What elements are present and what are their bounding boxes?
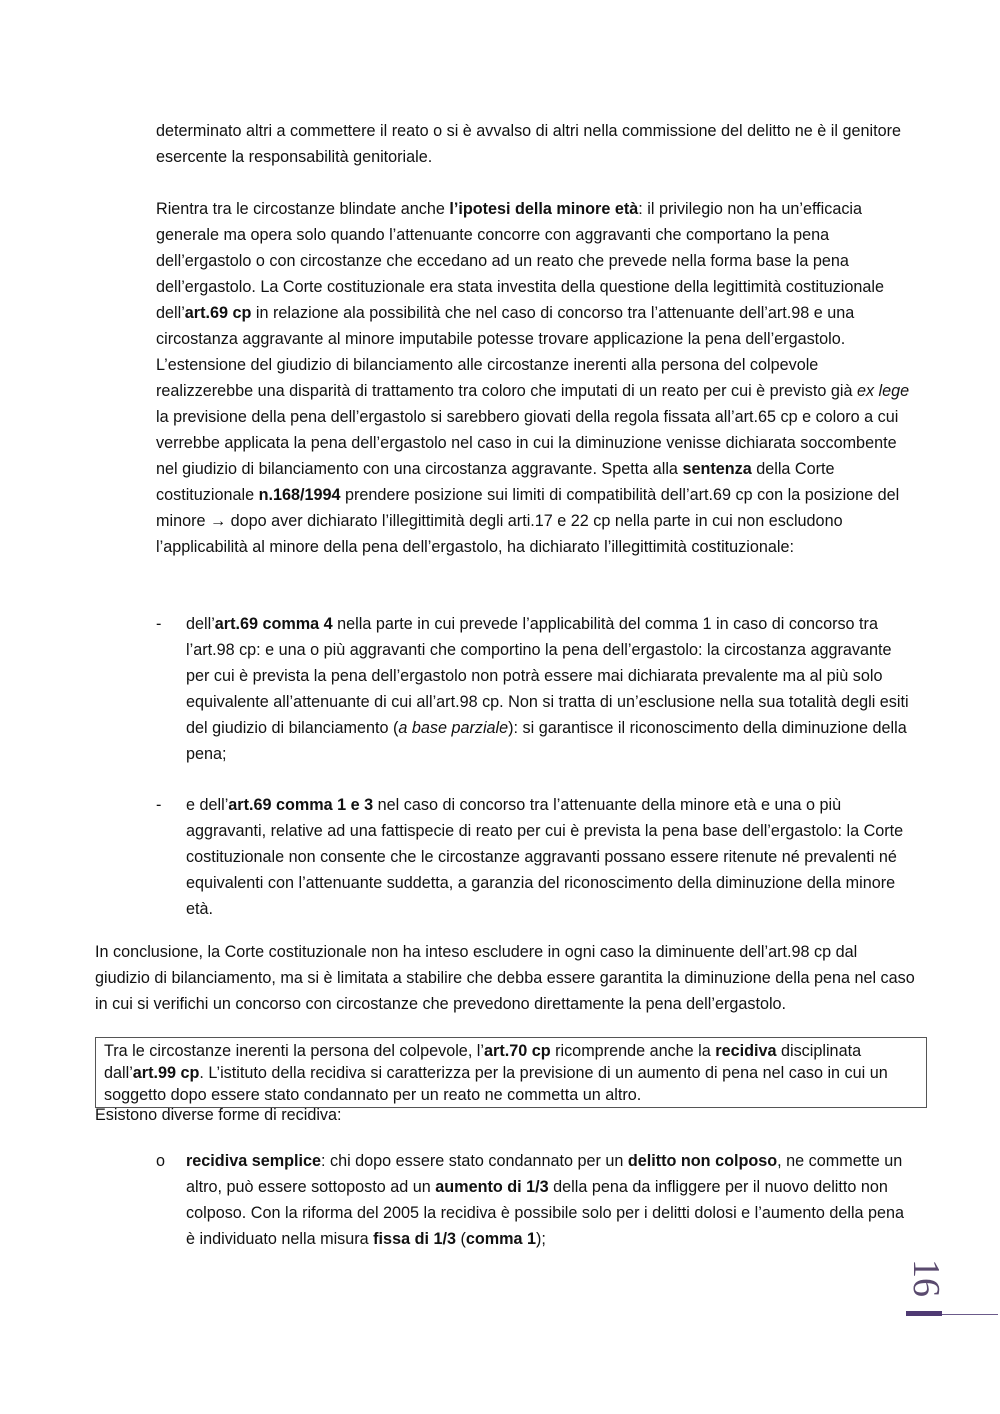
text-run: prendere posizione sui limiti di compatibilità dell’art.69 cp con la posizione del minore — [156, 486, 900, 530]
list-item — [156, 792, 916, 922]
text-run: e dell’ — [186, 796, 229, 814]
text-run: Rientra tra le circostanze blindate anche — [156, 200, 450, 218]
paragraph-text: In conclusione, la Corte costituzionale non ha inteso escludere in ogni caso la diminuente dell’art.98 cp dal giudizio di bilanciamento, ma si è limitata a stabilire che debba essere garantita la diminuzione della pena nel caso in cui si verifichi un concorso con circostanze che prevedono direttamente la pena dell’ergastolo. — [95, 943, 915, 1013]
paragraph-continuation — [156, 118, 916, 170]
text-run: in relazione ala possibilità che nel caso di concorso tra l’attenuante dell’art.98 e una circostanza aggravante al minore imputabile potesse trovare applicazione la pena dell’ergastolo. L’estensione del giudizio di bilanciamento alle circostanze inerenti alla persona del colpevole realizzerebbe una disparità di trattamento tra coloro che imputati di un reato per cui è previsto già — [156, 304, 857, 400]
list-item — [156, 611, 916, 767]
bold-run: art.69 comma 4 — [214, 615, 333, 633]
page-number: 16 — [905, 1259, 947, 1297]
list-marker: - — [156, 796, 162, 814]
italic-run: a base parziale — [398, 719, 509, 737]
bold-run: art.70 cp — [484, 1042, 551, 1060]
paragraph-text: determinato altri a commettere il reato o si è avvalso di altri nella commissione del delitto ne è il genitore esercente la responsabilità genitoriale. — [156, 122, 901, 166]
text-run: disciplinata dall’ — [104, 1042, 862, 1082]
text-run: ); — [536, 1230, 546, 1248]
list-item — [156, 1148, 916, 1252]
text-run: della pena da infliggere per il nuovo delitto non colposo. Con la riforma del 2005 la recidiva è possibile solo per i delitti dolosi e l’aumento della pena è individuato nella misura — [186, 1178, 905, 1248]
italic-run: ex lege — [856, 382, 910, 400]
bold-run: art.69 comma 1 e 3 — [228, 796, 374, 814]
list-marker: - — [156, 615, 162, 633]
bold-run: aumento di 1/3 — [435, 1178, 549, 1196]
bold-run: n.168/1994 — [258, 486, 341, 504]
text-run: dopo aver dichiarato l’illegittimità degli arti.17 e 22 cp nella parte in cui non escludono l’applicabilità al minore della pena dell’ergastolo, ha dichiarato l’illegittimità costituzionale: — [156, 512, 843, 556]
bold-run: art.99 cp — [132, 1064, 200, 1082]
text-run: ): si garantisce il riconoscimento della diminuzione della pena; — [186, 719, 907, 763]
text-run: ( — [455, 1230, 466, 1248]
text-run: : chi dopo essere stato condannato per un — [320, 1152, 628, 1170]
paragraph-minore-eta — [156, 196, 916, 560]
text-run: ricomprende anche la — [550, 1042, 716, 1060]
text-run: la previsione della pena dell’ergastolo si sarebbero giovati della regola fissata all’art.65 cp e coloro a cui verrebbe applicata la pena dell’ergastolo nel caso in cui la diminuzione venisse dichiarata soccombente nel giudizio di bilanciamento con una circostanza aggravante. Spetta alla — [156, 408, 899, 478]
footer-rule — [942, 1314, 998, 1315]
list-item-text — [186, 611, 916, 767]
list-item-text — [186, 1148, 916, 1252]
boxed-note — [95, 1037, 927, 1108]
arrow-icon: → — [209, 512, 227, 530]
paragraph-text: Esistono diverse forme di recidiva: — [95, 1106, 342, 1124]
text-run: dell’ — [186, 615, 215, 633]
bold-run: recidiva — [715, 1042, 777, 1060]
paragraph-recidiva-forms — [95, 1104, 915, 1126]
text-run: : il privilegio non ha un’efficacia generale ma opera solo quando l’attenuante concorre con aggravanti che comportano la pena dell’ergastolo o con circostanze che eccedano ad un reato che prevede nella forma base la pena dell’ergastolo. La Corte costituzionale era stata investita della questione della legittimità costituzionale dell’ — [156, 200, 884, 322]
footer-accent-bar — [906, 1311, 942, 1316]
bold-run: l’ipotesi della minore età — [449, 200, 639, 218]
list-item-text — [186, 792, 916, 922]
bold-run: recidiva semplice — [186, 1152, 321, 1170]
text-run: , ne commette un altro, può essere sottoposto ad un — [186, 1152, 903, 1196]
paragraph-conclusion — [95, 939, 915, 1017]
bold-run: delitto non colposo — [627, 1152, 778, 1170]
bold-run: art.69 cp — [184, 304, 252, 322]
text-run: nella parte in cui prevede l’applicabilità del comma 1 in caso di concorso tra l’art.98 cp: e una o più aggravanti che comportino la pena dell’ergastolo: la circostanza aggravante per cui è prevista la pena dell’ergastolo non potrà essere mai dichiarata prevalente ma al più solo equivalente all’attenuante di cui all’art.98 cp. Non si tratta di un’esclusione nella sua totalità degli esiti del giudizio di bilanciamento ( — [186, 615, 909, 737]
bold-run: fissa di 1/3 — [373, 1230, 456, 1248]
text-run: nel caso di concorso tra l’attenuante della minore età e una o più aggravanti, relative ad una fattispecie di reato per cui è prevista la pena base dell’ergastolo: la Corte costituzionale non consente che le circostanze aggravanti possano essere ritenute né prevalenti né equivalenti con l’attenuante suddetta, a garanzia del riconoscimento della diminuzione della minore età. — [186, 796, 904, 918]
bold-run: comma 1 — [465, 1230, 537, 1248]
text-run: . L’istituto della recidiva si caratterizza per la previsione di un aumento di pena nel caso in cui un soggetto dopo essere stato condannato per un reato ne commetta un altro. — [104, 1064, 888, 1104]
text-run: della Corte costituzionale — [156, 460, 835, 504]
text-run: Tra le circostanze inerenti la persona del colpevole, l’ — [104, 1042, 485, 1060]
list-marker: o — [156, 1152, 166, 1170]
bold-run: sentenza — [682, 460, 752, 478]
